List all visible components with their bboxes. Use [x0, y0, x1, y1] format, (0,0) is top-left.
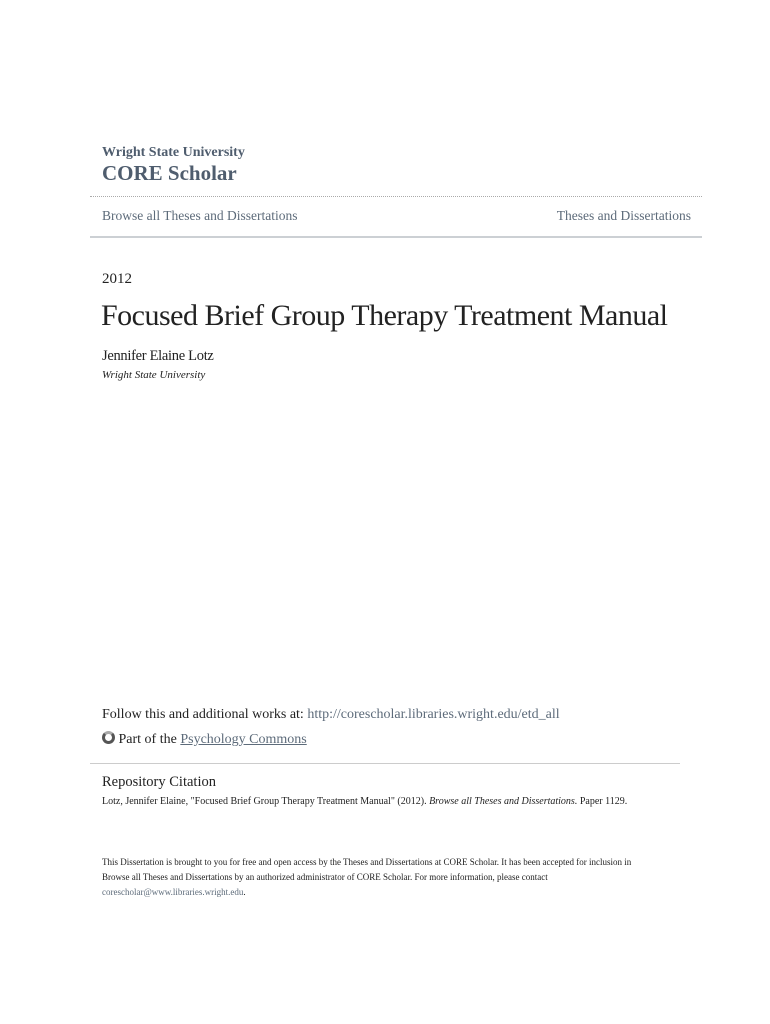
citation-body: Lotz, Jennifer Elaine, "Focused Brief Group Therapy Treatment Manual" (2012).: [102, 796, 427, 807]
nav-divider: [90, 236, 702, 238]
citation-text: [102, 796, 627, 807]
nav-theses-link[interactable]: Theses and Dissertations: [556, 208, 691, 223]
document-title: Focused Brief Group Therapy Treatment Manual: [101, 299, 668, 332]
author-affiliation: Wright State University: [102, 369, 206, 381]
dotted-divider: [90, 196, 702, 197]
footer-period: .: [243, 887, 246, 897]
follow-line: [102, 707, 560, 723]
footer-line-3: [102, 887, 246, 897]
part-of-line: [102, 731, 307, 748]
contact-email-link[interactable]: corescholar@www.libraries.wright.edu: [102, 887, 244, 897]
footer-line-1: This Dissertation is brought to you for free and open access by the Theses and Dissertations at CORE Scholar. It has been accepted for inclusion in: [102, 857, 632, 867]
psychology-commons-link[interactable]: Psychology Commons: [180, 732, 307, 747]
part-of-label: Part of the: [118, 732, 177, 747]
repository-name: CORE Scholar: [102, 161, 237, 185]
citation-divider: [90, 763, 680, 764]
citation-heading: Repository Citation: [102, 774, 216, 790]
nav-browse-all-link[interactable]: Browse all Theses and Dissertations: [102, 208, 298, 223]
citation-series: Browse all Theses and Dissertations.: [429, 796, 578, 807]
commons-network-icon: [102, 731, 115, 744]
follow-url-link[interactable]: http://corescholar.libraries.wright.edu/etd_all: [307, 707, 560, 722]
publication-year: 2012: [102, 271, 132, 287]
institution-name: Wright State University: [102, 145, 245, 160]
follow-label: Follow this and additional works at:: [102, 707, 304, 722]
footer-line-2: Browse all Theses and Dissertations by an authorized administrator of CORE Scholar. For more information, please contact: [102, 872, 548, 882]
citation-paper: Paper 1129.: [579, 796, 628, 807]
author-name: Jennifer Elaine Lotz: [102, 348, 214, 364]
